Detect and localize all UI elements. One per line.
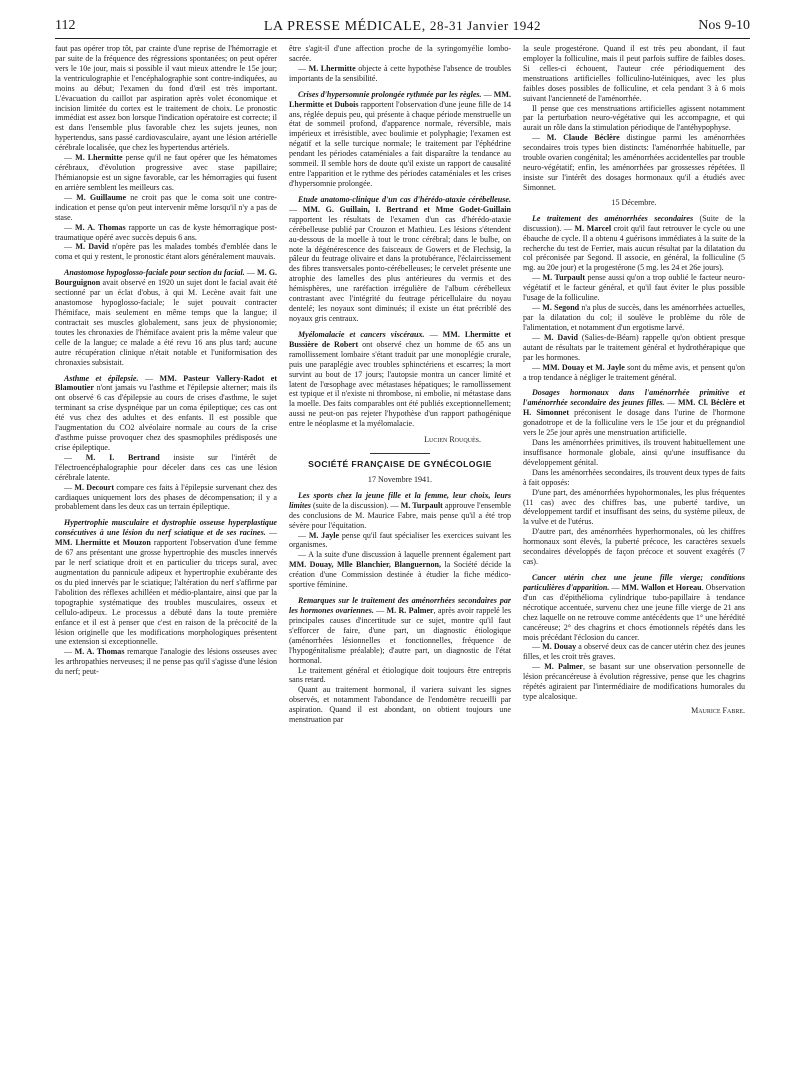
paragraph: Le traitement général et étiologique doit toujours être entrepris sans retard. — [289, 665, 511, 685]
paragraph: Dosages hormonaux dans l'aménorrhée primitive et l'aménorrhée secondaire des jeunes filles. — MM. Cl. Béclère et H. Simonnet préconisent le dosage dans l'urine de l'hormone gonadotrope et de la folliculine vers le 15e jour et du prégnandiol vers le 25e jour après une menstruation artificielle. — [523, 388, 745, 438]
paragraph-text: ont observé chez un homme de 65 ans un ramollissement lombaire s'étant traduit par une monoplégie crurale, puis une paraplégie avec troubles sphinctériens et escarres; la mort survint au bout de 17 jours; l'autopsie montra un cancer limité et latent de l'œsophage avec métastases hépatiques; le ramollissement est typique et il n'existe ni thrombose, ni embolie, ni métastase dans la moelle. Des faits comparables ont été publiés exceptionnellement; aussi ne peut-on pas rejeter l'hypothèse d'un rapport pathogénique entre le néoplasme et la myélomalacie. — [289, 339, 511, 429]
paragraph — [289, 550, 511, 590]
author-name: M. David — [75, 242, 109, 252]
paragraph-text: rapportent les résultats de l'examen d'un cas d'hérédo-ataxie cérébelleuse publié par Crouzon et Mathieu. Les lésions s'étendent au-dessous de la moelle à tout le tronc cérébral; dans le bulbe, on note la dégénérescence des faisceaux de Gowers et de Flechsig, la pâleur du feutrage olivaire et dans la protubérance, l'éclaircissement des fibres transversales ponto-cérébelleuses; le cervelet présente une atrophie des lamelles des plus antérieures du vermis et des hémisphères, une raréfaction irrégulière de l'album cérébelleux contrastant avec l'intégrité du feutrage péricellulaire du noyau dentelé; les noyaux sont diminués; il existe un état précriblé des noyaux gris centraux. — [289, 214, 511, 323]
paragraph-text: sont du même avis, et pensent qu'on a trop tendance à négliger le traitement général. — [523, 362, 745, 382]
paragraph-text: , se basant sur une observation personnelle de lésion précancéreuse à évolution régressive, pense que les chagrins répétés agiraient par l'intermédiaire de modifications humorales du type alcalosique. — [523, 662, 745, 702]
article-heading: Cancer utérin chez une jeune fille vierge; conditions particulières d'apparition. — [523, 573, 745, 592]
author-name: M. Palmer — [544, 662, 583, 672]
section-divider — [370, 453, 430, 454]
journal-title: LA PRESSE MÉDICALE, — [263, 19, 426, 34]
article-heading: Le traitement des aménorrhées secondaires — [532, 213, 694, 223]
article-heading: Crises d'hypersomnie prolongée rythmée par les règles. — [298, 89, 482, 99]
author-name: M. Lhermitte — [308, 63, 356, 73]
paragraph: — M. Claude Béclère distingue parmi les aménorrhées secondaires trois types bien distincts: l'aménorrhée habituelle, par trouble ovarien congénital; les aménorrhées accidentelles par trouble neuro-végétatif; enfin, les aménorrhées par grossesses répétées. Il insiste sur l'intérêt des dosages hormonaux qu'il a étudiés avec Simonnet. — [523, 133, 745, 192]
author-names: MM. Lhermitte et Mouzon — [55, 538, 151, 548]
article-heading: Les sports chez la jeune fille et la femme, leur choix, leurs limites — [289, 490, 511, 510]
author-names: MM. G. Guillain, I. Bertrand et Mme Godet-Guillain — [302, 204, 511, 214]
author-name: M. G. Bourguignon — [55, 268, 277, 288]
paragraph-text: rapportent l'observation d'une jeune fille de 14 ans, réglée depuis peu, qui présente à chaque période menstruelle un état de sommeil profond, d'apparence normale, réversible, mais impérieux et irrésistible, avec boulimie et polyphagie; l'examen est négatif et la selle turcique normale; le traitement par l'éphédrine pendant les périodes cataméniales a fait disparaître la tendance au sommeil. Il semble hors de doute qu'il existe un rapport de causalité entre l'apparition et le rythme des périodes cataméniales et les crises d'hypersomnie prolongée. — [289, 99, 511, 188]
paragraph: — M. A. Thomas remarque l'analogie des lésions osseuses avec les arthropathies nerveuses; il ne pense pas qu'il s'agisse d'une lésion du nerf; peut- — [55, 647, 277, 677]
paragraph: — M. A. Thomas rapporte un cas de kyste hémorragique post-traumatique opéré avec succès depuis 6 ans. — [55, 222, 277, 242]
paragraph-text: pense qu'il faut spécialiser les exercices suivant les organismes. — [289, 530, 511, 550]
paragraph: Les sports chez la jeune fille et la femme, leur choix, leurs limites (suite de la discussion). — M. Turpault approuve l'ensemble des conclusions de M. Maurice Fabre, mais pense qu'il a été trop sévère pour l'équitation. — [289, 490, 511, 530]
article-heading: Dosages hormonaux dans l'aménorrhée primitive et l'aménorrhée secondaire des jeunes filles. — [523, 388, 745, 408]
paragraph: Hypertrophie musculaire et dystrophie osseuse hyperplastique consécutives à une lésion du nerf sciatique et de ses racines. — MM. Lhermitte et Mouzon rapportent l'observation d'une femme de 67 ans présentant une grosse hypertrophie des muscles innervés par le nerf sciatique droit et en particulier du triceps sural, avec augmentation du pannicule adipeux et hypertrophie exubérante des os du pied innervés par le sciatique; l'altération du nerf s'affirme par l'abolition des réflexes achilléen et médio-plantaire, ainsi que par la topographie systématique des troubles musculaires, osseux et cellulo-adipeux. Le processus a débuté dans la toute première enfance et il est à penser que c'est en raison de la précocité de la lésion originelle que les modifications morphologiques présentent une extension si exceptionnelle. — [55, 518, 277, 647]
paragraph: — M. Lhermitte objecte à cette hypothèse l'absence de troubles importants de la sensibilité. — [289, 63, 511, 83]
column-right — [523, 44, 745, 716]
article-heading: Remarques sur le traitement des aménorrhées secondaires par les hormones ovariennes. — [289, 596, 511, 616]
author-names: MM. Pasteur Vallery-Radot et Blamoutier — [55, 373, 277, 393]
author-name: M. R. Palmer — [386, 606, 434, 616]
author-name: M. Lhermitte — [75, 153, 123, 163]
article-heading: Anastomose hypoglosso-faciale pour section du facial. — [64, 268, 245, 278]
section-title: SOCIÉTÉ FRANÇAISE DE GYNÉCOLOGIE — [308, 459, 492, 470]
paragraph: Asthme et épilepsie. — MM. Pasteur Vallery-Radot et Blamoutier n'ont jamais vu l'asthme et l'épilepsie alterner; mais ils ont observé 6 cas d'épilepsie au cours de crises d'asthme, le sujet terminant sa crise dyspnéique par un coma épileptique; ces cas ont été vus chez des adultes et des enfants. Il est possible que l'augmentation du CO2 alvéolaire normale au cours de la crise d'asthme puisse provoquer chez des spasmophiles prédisposés une crise épileptique. — [55, 373, 277, 452]
author-name: M. I. Bertrand — [85, 452, 160, 462]
paragraph: — M. Douay a observé deux cas de cancer utérin chez des jeunes filles, et les croit très graves. — [523, 642, 745, 662]
paragraph: — M. David (Salies-de-Béarn) rappelle qu'on obtient presque autant de résultats par le traitement général et hydrothérapique que par les hormones. — [523, 332, 745, 362]
paragraph: Etude anatomo-clinique d'un cas d'hérédo-ataxie cérébelleuse. — MM. G. Guillain, I. Bertrand et Mme Godet-Guillain rapportent les résultats de l'examen d'un cas d'hérédo-ataxie cérébelleuse publié par Crouzon et Mathieu. Les lésions s'étendent au-dessous de la moelle à tout le tronc cérébral; dans le bulbe, on note la dégénérescence des faisceaux de Gowers et de Flechsig, la pâleur du feutrage olivaire et dans la protubérance, l'éclaircissement des fibres transversales ponto-cérébelleuses; le cervelet présente une atrophie des lamelles des plus antérieures du vermis et des hémisphères, une raréfaction irrégulière de l'album cérébelleux contrastant avec l'intégrité du feutrage péricellulaire du noyau dentelé; les noyaux sont diminués; il existe un état précriblé des noyaux gris centraux. — [289, 194, 511, 323]
paragraph-text: insiste sur l'intérêt de l'électroencéphalographie pour déceler dans ces cas une lésion cérébrale latente. — [55, 452, 277, 482]
paragraph: être s'agit-il d'une affection proche de la syringomyélie lombo-sacrée. — [289, 44, 511, 63]
paragraph-text: , après avoir rappelé les principales causes d'incertitude sur ce sujet, montre qu'il faut s'efforcer de faire, d'une part, un diagnostic étiologique (aménorrhées lésionnelles et fonctionnelles, fréquence de l'hypogénitalisme préalable); d'autre part, un diagnostic de l'état hormonal. — [289, 606, 511, 665]
author-names: MM. Lhermitte et Bussière de Robert — [289, 329, 511, 349]
heading-note: (suite de la discussion). — [310, 500, 389, 510]
paragraph: — M. Jayle pense qu'il faut spécialiser les exercices suivant les organismes. — [289, 530, 511, 550]
paragraph: Quant au traitement hormonal, il variera suivant les signes observés, et notamment l'abondance de l'endomètre recueilli par aspiration. Quand il est abondant, on obtient toujours une menstruation par — [289, 685, 511, 725]
paragraph-text: remarque l'analogie des lésions osseuses avec les arthropathies nerveuses; il ne pense pas qu'il s'agisse d'une lésion du nerf; peut- — [55, 647, 277, 677]
author-name: M. Guillaume — [76, 192, 127, 202]
session-date: 17 Novembre 1941. — [367, 474, 433, 484]
author-name: M. Jayle — [308, 530, 340, 540]
paragraph-text: pense qu'il ne faut opérer que les hématomes cérébraux, d'évolution progressive avec stase papillaire; l'hémianopsie est un signe favorable, car les hémorragies qui fusent en arrière semblent les meilleurs cas. — [55, 153, 277, 192]
paragraph: — M. Segond n'a plus de succès, dans les aménorrhées actuelles, par la dilatation du col; il soulève le problème du rôle de l'alimentation, et notamment d'un ergotisme larvé. — [523, 303, 745, 332]
paragraph: Crises d'hypersomnie prolongée rythmée par les règles. — MM. Lhermitte et Dubois rapportent l'observation d'une jeune fille de 14 ans, réglée depuis peu, qui présente à chaque période menstruelle un état de sommeil profond, d'apparence normale, réversible, mais impérieux et irrésistible, avec boulimie et polyphagie; l'examen est négatif et la selle turcique normale; le traitement par l'éphédrine pendant les périodes cataméniales a fait disparaître la tendance au sommeil. Il semble hors de doute qu'il existe un rapport de causalité entre l'apparition et le rythme des périodes cataméniales et les crises d'hypersomnie prolongée. — [289, 89, 511, 188]
author-names: MM. Douay et M. Jayle — [542, 362, 625, 372]
page-number: 112 — [55, 18, 76, 33]
author-names: MM. Douay, Mlle Blanchier, Blanguernon, — [289, 560, 441, 570]
paragraph-text: n'a plus de succès, dans les aménorrhées actuelles, par la dilatation du col; il soulève le problème du rôle de l'alimentation, et notamment d'un ergotisme larvé. — [523, 303, 745, 332]
paragraph: Le traitement des aménorrhées secondaires (Suite de la discussion). — M. Marcel croit qu'il faut retrouver le cycle ou une ébauche de cycle. Il a obtenu 4 guérisons immédiates à la suite de la recherche du test de Ferrier, mais aucun résultat par la dilatation du col préconisée par Segond. Il associe, en général, la folliculine (5 mg. au 20e jour) et la progestérone (5 mg. les 24 et 26e jours). — [523, 213, 745, 273]
paragraph-text: n'opère pas les malades tombés d'emblée dans le coma et qui y restent, le pronostic étant alors généralement mauvais. — [55, 242, 277, 262]
author-name: M. Douay — [542, 642, 577, 652]
paragraph-text: préconisent le dosage dans l'urine de l'hormone gonadotrope et de la folliculine vers le 15e jour et du prégnandiol vers le 25e jour après une menstruation artificielle. — [523, 408, 745, 438]
paragraph-text: distingue parmi les aménorrhées secondaires trois types bien distincts: l'aménorrhée habituelle, par trouble ovarien congénital; les aménorrhées accidentelles par trouble neuro-végétatif; enfin, les aménorrhées par grossesses répétées. Il insiste sur l'intérêt des dosages hormonaux qu'il a étudiés avec Simonnet. — [523, 133, 745, 192]
author-name: M. Claude Béclère — [546, 133, 620, 143]
paragraph-text: la Société décide la création d'une Commission destinée à étudier la fiche médico-sportive féminine. — [289, 560, 511, 590]
article-heading: Asthme et épilepsie. — [64, 373, 139, 383]
author-name: M. David — [543, 332, 578, 342]
heading-note: (Suite de la discussion). — [523, 213, 745, 233]
author-name: M. Turpault — [400, 500, 443, 510]
paragraph-text: avait observé en 1920 un sujet dont le facial avait été sectionné par un éclat d'obus, à qui M. Lecène avait fait une anastomose hypoglosso-faciale; le sujet pouvait contracter l'hémiface, mais seulement en même temps que la langue; il contractait ses muscles globalement, sans jeux de physionomie; toutes les chronaxies de l'hémiface avaient pris la même valeur que celle de la langue; ce malade a été revu 16 ans plus tard; aucune autre récupération clinique n'était notable et l'uniformisation des chronaxies subsistait. — [55, 278, 277, 367]
paragraph: — M. David n'opère pas les malades tombés d'emblée dans le coma et qui y restent, le pronostic étant alors généralement mauvais. — [55, 242, 277, 262]
author-name: M. Turpault — [542, 273, 586, 283]
paragraph: — M. Palmer, se basant sur une observation personnelle de lésion précancéreuse à évolution régressive, pense que les chagrins répétés agiraient par l'intermédiaire de modifications humorales du type alcalosique. — [523, 662, 745, 702]
paragraph-text: approuve l'ensemble des conclusions de M. Maurice Fabre, mais pense qu'il a été trop sévère pour l'équitation. — [289, 500, 511, 530]
paragraph-text: rapporte un cas de kyste hémorragique post-traumatique opéré avec succès depuis 6 ans. — [55, 222, 277, 242]
author-name: M. Marcel — [574, 223, 612, 233]
paragraph: — M. Lhermitte pense qu'il ne faut opérer que les hématomes cérébraux, d'évolution progressive avec stase papillaire; l'hémianopsie est un signe favorable, car les hémorragies qui fusent en arrière semblent les meilleurs cas. — [55, 153, 277, 192]
paragraph: Anastomose hypoglosso-faciale pour section du facial. — M. G. Bourguignon avait observé en 1920 un sujet dont le facial avait été sectionné par un éclat d'obus, à qui M. Lecène avait fait une anastomose hypoglosso-faciale; le sujet pouvait contracter l'hémiface, mais seulement en même temps que la langue; il contractait ses muscles globalement, sans jeux de physionomie; toutes les chronaxies de l'hémiface avaient pris la même valeur que celle de la langue; ce malade a été revu 16 ans plus tard; aucune autre récupération clinique n'était notable et l'uniformisation des chronaxies subsistait. — [55, 268, 277, 367]
paragraph: D'une part, des aménorrhées hypohormonales, les plus fréquentes (11 cas) avec des chiffres bas, une puberté tardive, un développement tardif et insuffisant des seins, du système pileux, de la vulve et de l'utérus. — [523, 487, 745, 527]
paragraph: — M. Decourt compare ces faits à l'épilepsie survenant chez des cardiaques uniquement lors des phases de décompensation; il y a probablement dans les deux cas un terrain épileptique. — [55, 482, 277, 512]
journal-title-line — [55, 18, 750, 35]
paragraph-text: ne croit pas que le coma soit une contre-indication et pense qu'on peut intervenir même lorsqu'il n'y a pas de stase. — [55, 192, 277, 222]
paragraph: — M. Turpault pense aussi qu'on a trop oublié le facteur neuro-végétatif et le facteur général, et qu'il faut éviter le plus possible l'usage de la folliculine. — [523, 273, 745, 303]
issue-number: Nos 9-10 — [698, 18, 750, 33]
column-left — [55, 44, 277, 677]
issue-date: 28-31 Janvier 1942 — [429, 18, 542, 33]
paragraph-text: compare ces faits à l'épilepsie survenant chez des cardiaques uniquement lors des phases de décompensation; il y a probablement dans les deux cas un terrain épileptique. — [55, 482, 277, 512]
column-middle — [289, 44, 511, 725]
paragraph: la seule progestérone. Quand il est très peu abondant, il faut employer la folliculine, mais il peut parfois suffire de faibles doses. Si celles-ci échouent, l'auteur crée périodiquement des menstruations artificielles folliculino-lutéiniques, avec les plus faibles doses possibles de folliculine, et cela pendant 3 à 6 mois suivant l'ancienneté de l'aménorrhée. — [523, 44, 745, 103]
paragraph-text: rapportent l'observation d'une femme de 67 ans présentant une grosse hypertrophie des muscles innervés par le nerf sciatique droit et en particulier du triceps sural, avec augmentation du pannicule adipeux et hypertrophie exubérante des os du pied innervés par le sciatique; l'altération du nerf s'affirme par l'abolition des réflexes achilléen et médio-plantaire, ainsi que par la topographie systématique des troubles musculaires, osseux et cellulo-adipeux. Le processus a débuté dans la toute première enfance et il est à penser que c'est en raison de la précocité de la lésion originelle que les modifications morphologiques présentent une extension si exceptionnelle. — [55, 538, 277, 647]
author-name: M. A. Thomas — [75, 222, 126, 232]
header-rule — [55, 38, 750, 39]
signature: Lucien Rouquès. — [424, 435, 481, 445]
paragraph-text: croit qu'il faut retrouver le cycle ou une ébauche de cycle. Il a obtenu 4 guérisons immédiates à la suite de la recherche du test de Ferrier, mais aucun résultat par la dilatation du col préconisée par Segond. Il associe, en général, la folliculine (5 mg. au 20e jour) et la progestérone (5 mg. les 24 et 26e jours). — [523, 223, 745, 273]
paragraph: Myélomalacie et cancers viscéraux. — MM. Lhermitte et Bussière de Robert ont observé chez un homme de 65 ans un ramollissement lombaire s'étant traduit par une monoplégie crurale, puis une paraplégie avec troubles sphinctériens et escarres; la mort survint au bout de 17 jours; l'autopsie montra un cancer limité et latent de l'œsophage avec métastases hépatiques; le ramollissement est typique et il n'existe ni thrombose, ni embolie, ni métastase dans la moelle. Des faits comparables ont été publiés exceptionnellement; aussi ne peut-on pas rejeter l'hypothèse d'un rapport pathogénique entre le néoplasme et la myélomalacie. — [289, 329, 511, 429]
author-names: MM. Lhermitte et Dubois — [289, 89, 511, 109]
paragraph-text: a observé deux cas de cancer utérin chez des jeunes filles, et les croit très graves. — [523, 642, 745, 662]
paragraph-text: (Salies-de-Béarn) rappelle qu'on obtient presque autant de résultats par le traitement général et hydrothérapique que par les hormones. — [523, 332, 745, 362]
author-name: M. A. Thomas — [74, 647, 125, 657]
paragraph-text: objecte à cette hypothèse l'absence de troubles importants de la sensibilité. — [289, 63, 511, 83]
paragraph: Cancer utérin chez une jeune fille vierge; conditions particulières d'apparition. — MM. Wallon et Horeau. Observation d'un cas d'épithélioma cylindrique tubo-papillaire à tendance nécrotique accentuée, survenu chez une jeune fille vierge de 21 ans chez laquelle on ne retrouve comme antécédents que 1° une hérédité cancéreuse; 2° des chagrins et chocs émotionnels répétés dans les mois précédant l'éclosion du cancer. — [523, 573, 745, 642]
article-heading: Etude anatomo-clinique d'un cas d'hérédo-ataxie cérébelleuse. — [298, 194, 511, 204]
session-date: 15 Décembre. — [611, 197, 657, 207]
paragraph: Dans les aménorrhées secondaires, ils trouvent deux types de faits à fait opposés: — [523, 467, 745, 487]
paragraph: Il pense que ces menstruations artificielles agissent notamment par la perturbation neuro-végétative qui les accompagne, et qui aurait un rôle dans la stimulation périodique de l'antéhypophyse. — [523, 103, 745, 133]
article-heading: Myélomalacie et cancers viscéraux. — [298, 329, 425, 339]
author-name: M. Decourt — [74, 482, 115, 492]
article-heading: Hypertrophie musculaire et dystrophie osseuse hyperplastique consécutives à une lésion du nerf sciatique et de ses racines. — [55, 518, 277, 538]
paragraph: — MM. Douay et M. Jayle sont du même avis, et pensent qu'on a trop tendance à négliger le traitement général. — [523, 362, 745, 382]
paragraph: faut pas opérer trop tôt, par crainte d'une reprise de l'hémorragie et par suite de la fréquence des régressions spontanées; on peut opérer vers le 10e jour, mais si possible il vaut mieux attendre le 15e jour; la ventriculographie et l'encéphalographie sont contre-indiquées, au moins au début; l'examen du fond d'œil est très important. L'évacuation du caillot par aspiration après volet économique et incision limitée du cortex est le traitement de choix. Le pronostic immédiat est assez bon lorsque l'indication opératoire est correcte; il est dans l'ensemble plus favorable chez les sujets jeunes, non hypertendus, sans passé cardiovasculaire, ayant une lésion artérielle cérébrale localisée, que chez les hypertendus artériels. — [55, 44, 277, 153]
paragraph-text: pense aussi qu'on a trop oublié le facteur neuro-végétatif et le facteur général, et qu'il faut éviter le plus possible l'usage de la folliculine. — [523, 273, 745, 303]
paragraph-text: — A la suite d'une discussion à laquelle prennent également part — [298, 550, 511, 560]
paragraph-text: n'ont jamais vu l'asthme et l'épilepsie alterner; mais ils ont observé 6 cas d'épilepsie au cours de crises d'asthme, le sujet terminant sa crise dyspnéique par un coma épileptique; ces cas ont été vus chez des adultes et des enfants. Il est possible que l'augmentation du CO2 alvéolaire normale au cours de la crise d'asthme puisse provoquer chez des spasmophiles prédisposés une crise épileptique. — [55, 383, 277, 452]
signature: Maurice Fabre. — [691, 706, 745, 715]
paragraph-text: . Observation d'un cas d'épithélioma cylindrique tubo-papillaire à tendance nécrotique accentuée, survenu chez une jeune fille vierge de 21 ans chez laquelle on ne retrouve comme antécédents que 1° une hérédité cancéreuse; 2° des chagrins et chocs émotionnels répétés dans les mois précédant l'éclosion du cancer. — [523, 582, 745, 642]
paragraph: D'autre part, des aménorrhées hyperhormonales, où les chiffres hormonaux sont élevés, la puberté précoce, les caractères sexuels secondaires développés de façon précoce et souvent exagérés (7 cas). — [523, 527, 745, 567]
paragraph: — M. Guillaume ne croit pas que le coma soit une contre-indication et pense qu'on peut intervenir même lorsqu'il n'y a pas de stase. — [55, 192, 277, 222]
paragraph: — M. I. Bertrand insiste sur l'intérêt de l'électroencéphalographie pour déceler dans ces cas une lésion cérébrale latente. — [55, 452, 277, 482]
author-names: MM. Cl. Béclère et H. Simonnet — [523, 398, 745, 418]
author-name: M. Segond — [542, 303, 580, 313]
page-header — [55, 18, 750, 38]
paragraph: Remarques sur le traitement des aménorrhées secondaires par les hormones ovariennes. — M. R. Palmer, après avoir rappelé les principales causes d'incertitude sur ce sujet, montre qu'il faut s'efforcer de faire, d'une part, un diagnostic étiologique (aménorrhées lésionnelles et fonctionnelles, fréquence de l'hypogénitalisme préalable); d'autre part, un diagnostic de l'état hormonal. — [289, 596, 511, 665]
author-names: MM. Wallon et Horeau — [621, 582, 702, 592]
paragraph: Dans les aménorrhées primitives, ils trouvent habituellement une insuffisance hormonale globale, ainsi qu'une insuffisance du développement génital. — [523, 438, 745, 467]
